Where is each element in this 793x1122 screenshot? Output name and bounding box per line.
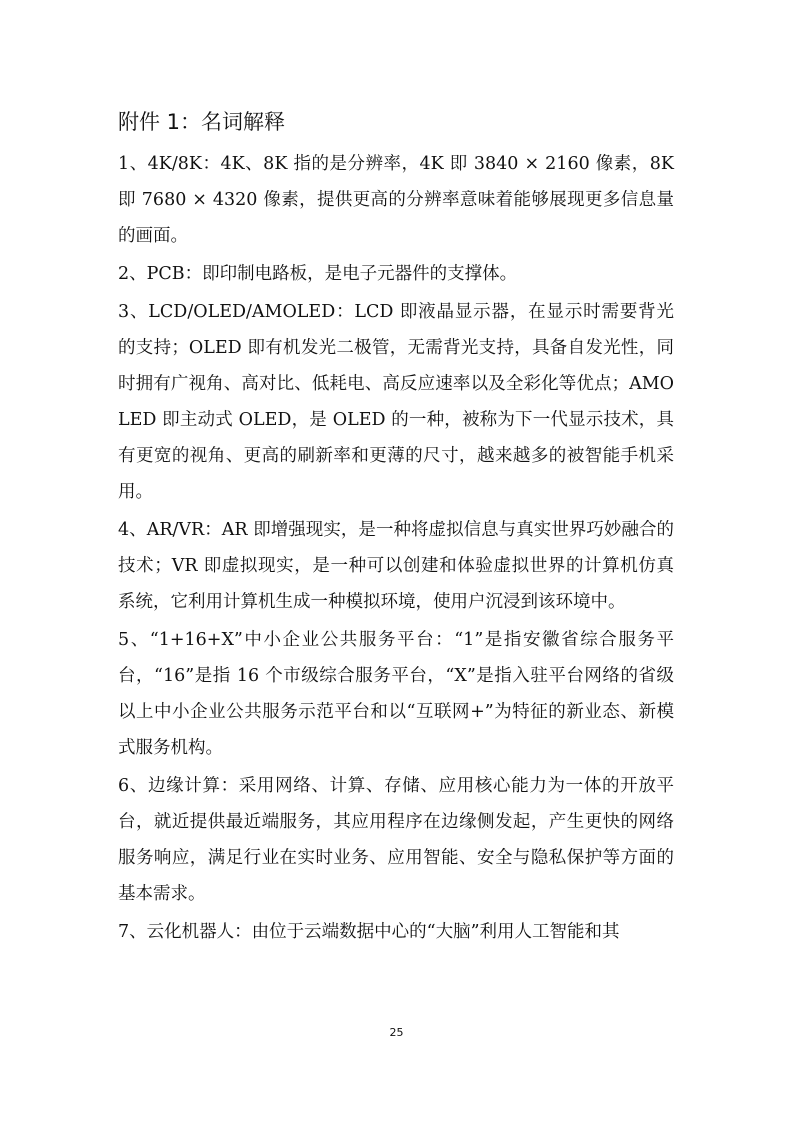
glossary-item-cloud-robot: 7、云化机器人：由位于云端数据中心的“大脑”利用人工智能和其: [118, 922, 620, 942]
glossary-item-4k-8k: 1、4K/8K：4K、8K 指的是分辨率，4K 即 3840 × 2160 像素，8K 即 7680 × 4320 像素，提供更高的分辨率意味着能够展现更多信息量的画面。: [118, 154, 674, 246]
glossary-body: [118, 146, 674, 950]
glossary-item-lcd-oled-amoled: 3、LCD/OLED/AMOLED：LCD 即液晶显示器，在显示时需要背光的支持；OLED 即有机发光二极管，无需背光支持，具备自发光性，同时拥有广视角、高对比、低耗电、高反应速率以及全彩化等优点；AMOLED 即主动式 OLED，是 OLED 的一种，被称为下一代显示技术，具有更宽的视角、更高的刷新率和更薄的尺寸，越来越多的被智能手机采用。: [118, 302, 674, 502]
glossary-item-public-service-platform: 5、“1+16+X”中小企业公共服务平台：“1”是指安徽省综合服务平台，“16”是指 16 个市级综合服务平台，“X”是指入驻平台网络的省级以上中小企业公共服务示范平台和以“互联网+”为特征的新业态、新模式服务机构。: [118, 630, 674, 758]
page-number: 25: [389, 1026, 404, 1039]
appendix-heading: 附件 1：名词解释: [118, 110, 286, 134]
glossary-item-pcb: 2、PCB：即印制电路板，是电子元器件的支撑体。: [118, 264, 518, 284]
glossary-item-edge-computing: 6、边缘计算：采用网络、计算、存储、应用核心能力为一体的开放平台，就近提供最近端服务，其应用程序在边缘侧发起，产生更快的网络服务响应，满足行业在实时业务、应用智能、安全与隐私保护等方面的基本需求。: [118, 776, 674, 904]
glossary-item-ar-vr: 4、AR/VR：AR 即增强现实，是一种将虚拟信息与真实世界巧妙融合的技术；VR 即虚拟现实，是一种可以创建和体验虚拟世界的计算机仿真系统，它利用计算机生成一种模拟环境，使用户沉浸到该环境中。: [118, 520, 674, 612]
